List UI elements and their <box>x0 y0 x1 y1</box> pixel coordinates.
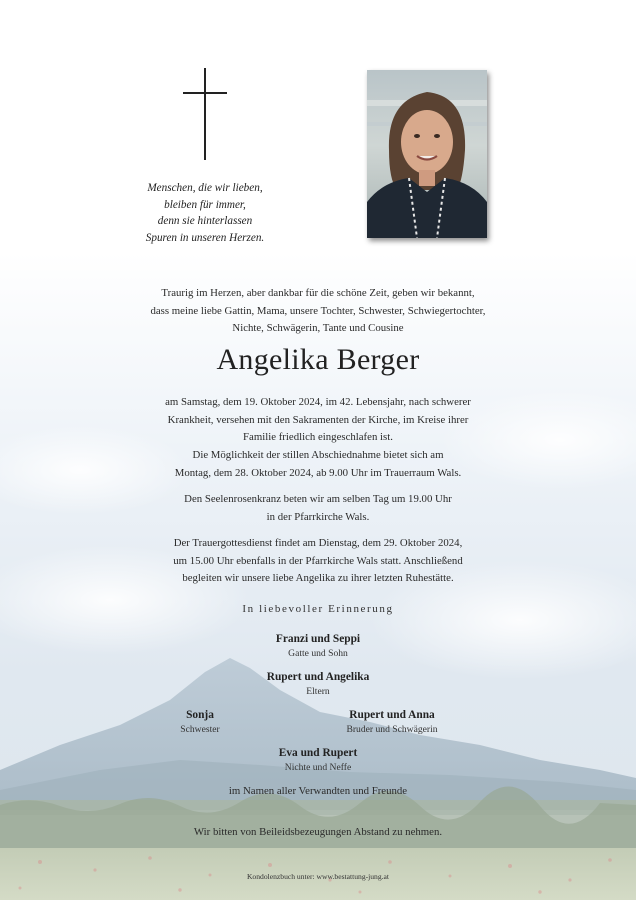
poem <box>110 180 300 246</box>
mourner-entry <box>218 669 418 698</box>
portrait-photo <box>367 70 487 238</box>
intro-line: Traurig im Herzen, aber dankbar für die schöne Zeit, geben wir bekannt, <box>161 287 475 299</box>
poem-line: Spuren in unseren Herzen. <box>145 231 265 244</box>
paragraph-line: begleiten wir unsere liebe Angelika zu ihrer letzten Ruhestätte. <box>182 572 454 584</box>
mourner-name: Franzi und Seppi <box>275 633 361 645</box>
condolence-request: Wir bitten von Beileidsbezeugungen Abstand zu nehmen. <box>193 826 443 838</box>
mourner-relation: Nichte und Neffe <box>284 762 352 773</box>
farewell-paragraph <box>130 447 506 482</box>
paragraph-line: Montag, dem 28. Oktober 2024, ab 9.00 Uhr im Trauerraum Wals. <box>174 466 462 479</box>
mourner-entry <box>218 631 418 660</box>
memory-heading: In liebevoller Erinnerung <box>242 603 394 615</box>
mourner-name: Eva und Rupert <box>278 747 358 759</box>
paragraph-line: Familie friedlich eingeschlafen ist. <box>243 431 393 443</box>
funeral-service-paragraph <box>130 535 506 588</box>
death-notice-paragraph <box>130 394 506 447</box>
mourner-name: Sonja <box>186 709 214 721</box>
mourner-name: Rupert und Angelika <box>266 671 370 683</box>
relatives-line: im Namen aller Verwandten und Freunde <box>228 785 408 797</box>
mourner-relation: Schwester <box>180 724 220 735</box>
mourner-relation: Bruder und Schwägerin <box>346 724 438 735</box>
paragraph-line: in der Pfarrkirche Wals. <box>266 510 370 523</box>
cross-icon <box>183 68 227 160</box>
intro-line: dass meine liebe Gattin, Mama, unsere Tochter, Schwester, Schwiegertochter, <box>150 304 486 317</box>
paragraph-line: Der Trauergottesdienst findet am Dienstag, dem 29. Oktober 2024, <box>173 537 463 549</box>
paragraph-line: Die Möglichkeit der stillen Abschiednahme bietet sich am <box>192 449 444 461</box>
condolence-book-link[interactable]: Kondolenzbuch unter: www.bestattung-jung.at <box>246 872 390 881</box>
intro-line: Nichte, Schwägerin, Tante und Cousine <box>232 322 404 334</box>
poem-line: Menschen, die wir lieben, <box>147 182 263 194</box>
paragraph-line: um 15.00 Uhr ebenfalls in der Pfarrkirche Wals statt. Anschließend <box>173 554 463 567</box>
paragraph-line: Krankheit, versehen mit den Sakramenten der Kirche, im Kreise ihrer <box>167 413 469 426</box>
deceased-name: Angelika Berger <box>216 343 420 376</box>
mourner-relation: Gatte und Sohn <box>288 648 348 659</box>
mourner-name: Rupert und Anna <box>349 709 435 721</box>
announcement-intro <box>100 285 536 338</box>
paragraph-line: Den Seelenrosenkranz beten wir am selben Tag um 19.00 Uhr <box>184 493 452 505</box>
mourner-entry <box>140 707 260 736</box>
mourner-entry <box>218 745 418 774</box>
mourner-relation: Eltern <box>306 686 330 697</box>
poem-line: denn sie hinterlassen <box>157 215 253 227</box>
paragraph-line: am Samstag, dem 19. Oktober 2024, im 42. Lebensjahr, nach schwerer <box>165 396 471 408</box>
poem-line: bleiben für immer, <box>164 198 246 211</box>
rosary-paragraph <box>130 491 506 526</box>
mourner-entry <box>322 707 462 736</box>
